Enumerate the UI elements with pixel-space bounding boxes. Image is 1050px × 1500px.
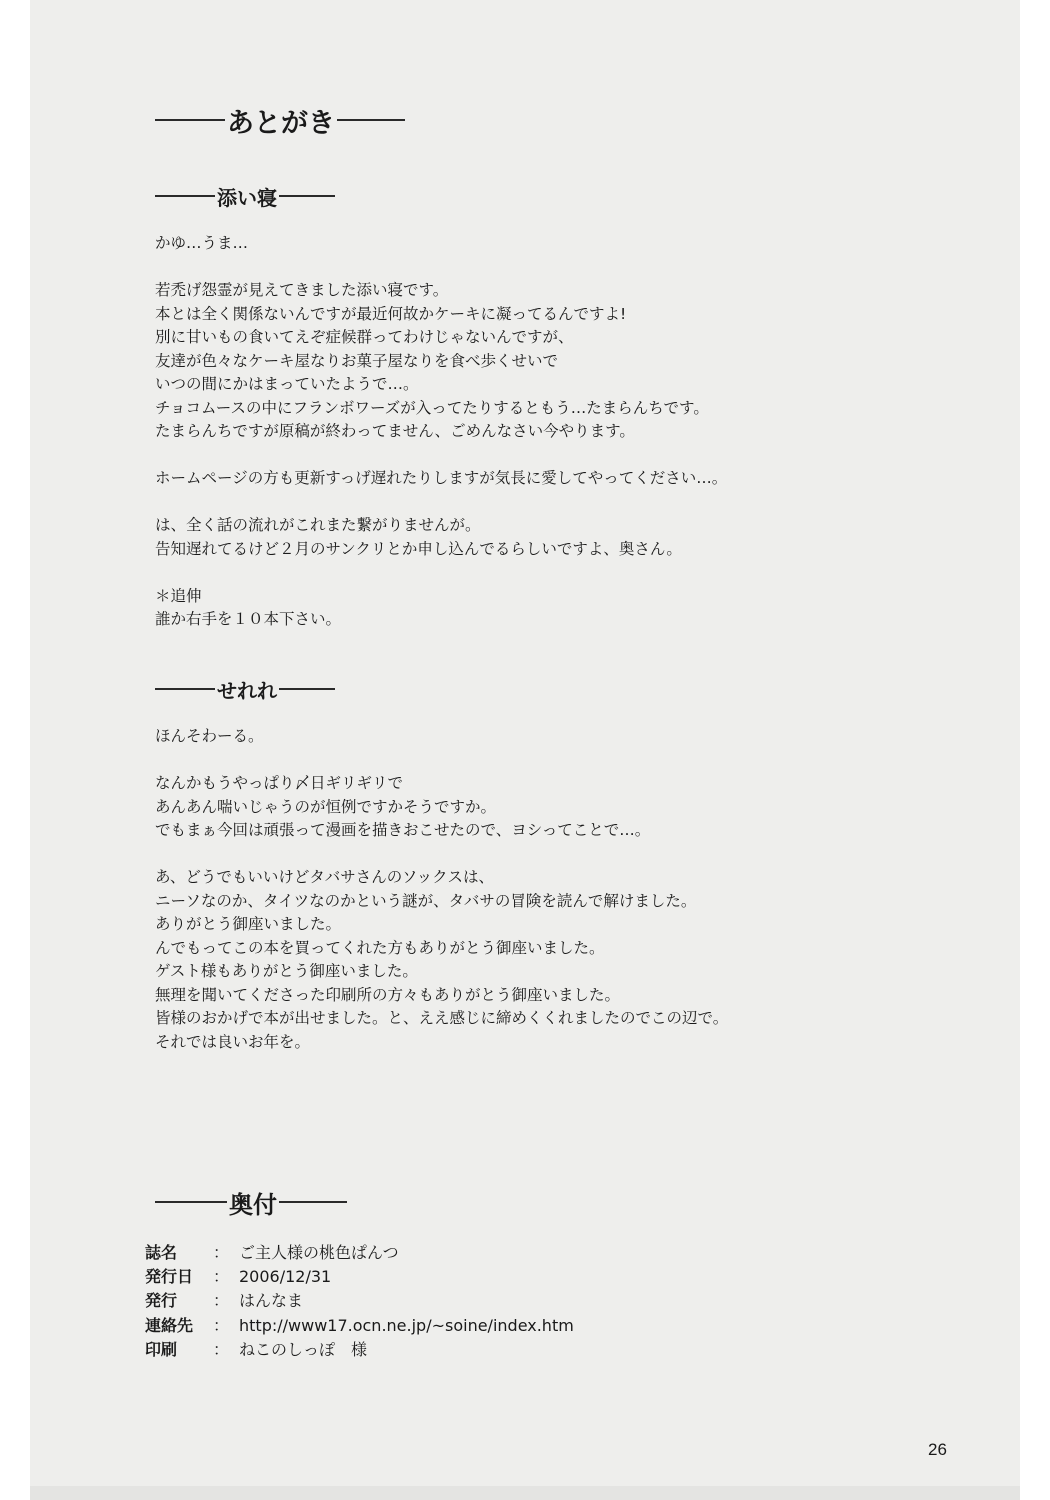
text-line: 若禿げ怨霊が見えてきました添い寝です。 bbox=[155, 281, 449, 299]
text-line: 皆様のおかげで本が出せました。と、ええ感じに締めくくれましたのでこの辺で。 bbox=[155, 1009, 729, 1027]
text-line bbox=[155, 843, 728, 867]
serere-section-body bbox=[155, 725, 728, 1054]
text-line: あ、どうでもいいけどタバサさんのソックスは、 bbox=[155, 868, 494, 886]
colophon-separator: ： bbox=[213, 1339, 230, 1359]
colophon-value: http://www17.ocn.ne.jp/~soine/index.htm bbox=[239, 1315, 574, 1335]
text-line: は、全く話の流れがこれまた繋がりませんが。 bbox=[155, 516, 481, 534]
text-line bbox=[155, 749, 728, 773]
colophon-heading bbox=[155, 1186, 347, 1218]
colophon-title: 奥付 bbox=[229, 1190, 277, 1219]
text-line: 本とは全く関係ないんですが最近何故かケーキに凝ってるんですよ! bbox=[155, 304, 627, 323]
text-line bbox=[155, 561, 727, 585]
heading-rule-right bbox=[337, 119, 405, 121]
colophon-separator: ： bbox=[213, 1315, 230, 1335]
colophon-separator: ： bbox=[213, 1291, 230, 1311]
colophon-row bbox=[145, 1265, 574, 1289]
colophon-label: 印刷 bbox=[145, 1339, 178, 1359]
colophon-value: はんなま bbox=[239, 1291, 304, 1311]
text-line: ほんそわーる。 bbox=[155, 727, 264, 745]
colophon-label: 連絡先 bbox=[145, 1315, 194, 1335]
text-line: それでは良いお年を。 bbox=[155, 1032, 311, 1051]
text-line: ゲスト様もありがとう御座いました。 bbox=[155, 962, 418, 980]
text-line: ありがとう御座いました。 bbox=[155, 915, 342, 933]
soine-section-title: 添い寝 bbox=[217, 185, 277, 210]
text-line: いつの間にかはまっていたようで…。 bbox=[155, 375, 419, 393]
soine-section-heading bbox=[155, 182, 335, 210]
heading-rule-right bbox=[279, 688, 335, 690]
colophon-separator: ： bbox=[213, 1267, 230, 1287]
heading-rule-left bbox=[155, 1201, 227, 1203]
text-line: たまらんちですが原稿が終わってません、ごめんなさい今やります。 bbox=[155, 422, 635, 440]
heading-rule-left bbox=[155, 195, 215, 197]
colophon-row bbox=[145, 1338, 574, 1362]
text-line: 誰か右手を１０本下さい。 bbox=[155, 610, 342, 628]
text-line: かゆ…うま… bbox=[155, 234, 249, 252]
text-line: ホームページの方も更新すっげ遅れたりしますが気長に愛してやってください…。 bbox=[155, 469, 728, 487]
text-line: ＊追伸 bbox=[155, 586, 202, 605]
text-line: チョコムースの中にフランボワーズが入ってたりするともう…たまらんちです。 bbox=[155, 398, 709, 417]
colophon-row bbox=[145, 1314, 574, 1338]
heading-rule-right bbox=[279, 1201, 347, 1203]
text-line: なんかもうやっぱり〆日ギリギリで bbox=[155, 774, 404, 792]
text-line: 別に甘いもの食いてえぞ症候群ってわけじゃないんですが、 bbox=[155, 328, 574, 346]
serere-section-title: せれれ bbox=[217, 678, 277, 703]
serere-section-heading bbox=[155, 675, 335, 703]
afterword-heading bbox=[155, 104, 405, 139]
text-line bbox=[155, 444, 727, 468]
colophon-value: 2006/12/31 bbox=[239, 1267, 332, 1287]
colophon-table bbox=[145, 1241, 574, 1362]
heading-rule-left bbox=[155, 688, 215, 690]
text-line: 無理を聞いてくださった印刷所の方々もありがとう御座いました。 bbox=[155, 985, 621, 1004]
afterword-title: あとがき bbox=[227, 107, 335, 139]
page-number: 26 bbox=[928, 1440, 947, 1459]
text-line: ニーソなのか、タイツなのかという謎が、タバサの冒険を読んで解けました。 bbox=[155, 891, 697, 910]
text-line: 友達が色々なケーキ屋なりお菓子屋なりを食べ歩くせいで bbox=[155, 351, 559, 370]
heading-rule-right bbox=[279, 195, 335, 197]
text-line: 告知遅れてるけど２月のサンクリとか申し込んでるらしいですよ、奥さん。 bbox=[155, 539, 682, 558]
colophon-label: 誌名 bbox=[145, 1243, 178, 1262]
soine-section-body bbox=[155, 232, 727, 632]
text-line bbox=[155, 491, 727, 515]
colophon-value: ご主人様の桃色ぱんつ bbox=[239, 1243, 399, 1262]
page-edge bbox=[30, 1486, 1020, 1500]
text-line bbox=[155, 256, 727, 280]
text-line: あんあん喘いじゃうのが恒例ですかそうですか。 bbox=[155, 797, 497, 816]
text-line: んでもってこの本を買ってくれた方もありがとう御座いました。 bbox=[155, 938, 605, 957]
colophon-value: ねこのしっぽ 様 bbox=[239, 1339, 368, 1359]
colophon-label: 発行 bbox=[145, 1291, 178, 1311]
colophon-row bbox=[145, 1289, 574, 1313]
colophon-separator: ： bbox=[213, 1243, 230, 1262]
text-line: でもまぁ今回は頑張って漫画を描きおこせたので、ヨシってことで…。 bbox=[155, 821, 651, 839]
heading-rule-left bbox=[155, 119, 225, 121]
colophon-row bbox=[145, 1241, 574, 1265]
colophon-label: 発行日 bbox=[145, 1267, 194, 1287]
